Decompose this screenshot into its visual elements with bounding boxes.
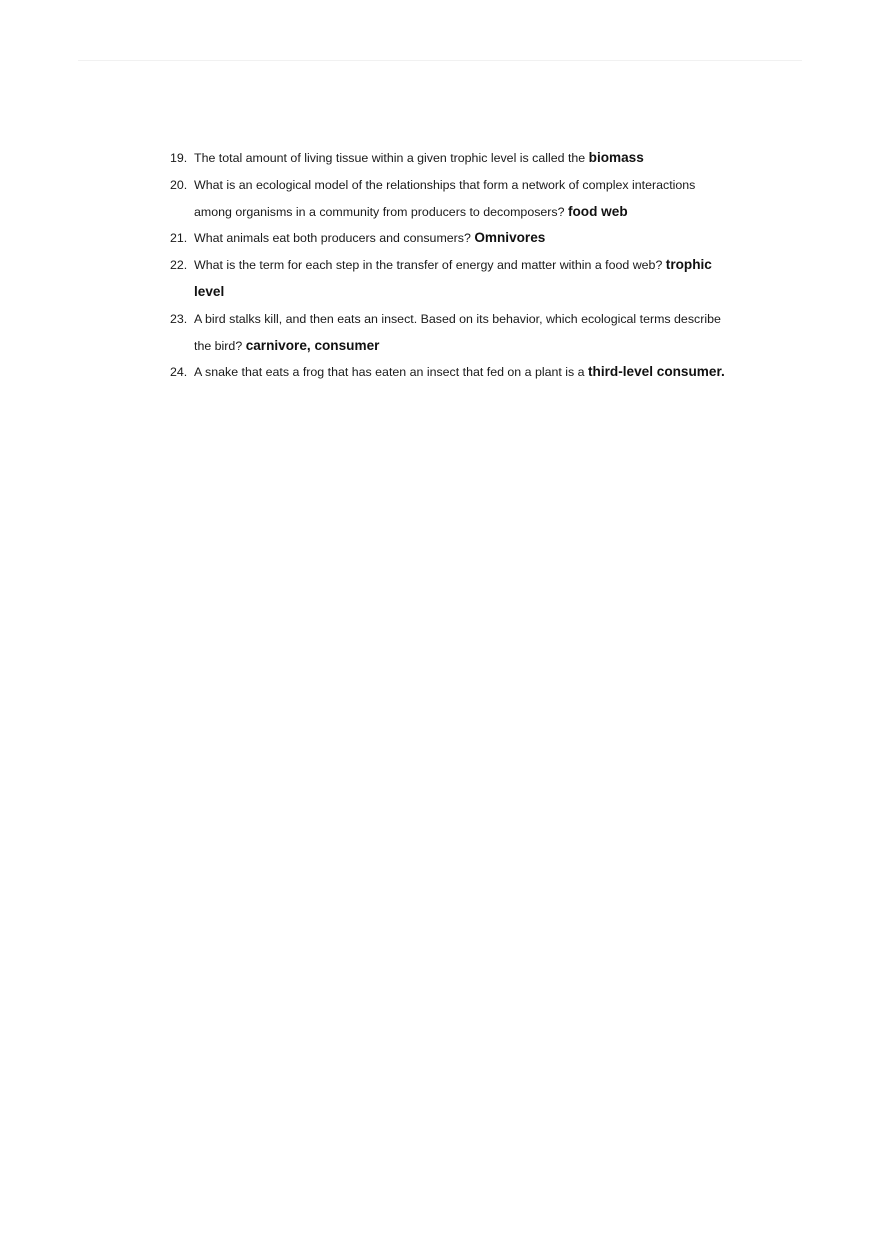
answer-text: biomass	[588, 150, 644, 165]
question-content	[194, 252, 730, 306]
question-text: What is an ecological model of the relationships that form a network of complex interactions among organisms in a community from producers to decomposers?	[194, 177, 696, 219]
answer-text: Omnivores	[474, 230, 546, 246]
question-list	[170, 145, 730, 386]
question-content	[194, 359, 730, 386]
answer-text: third-level consumer.	[588, 364, 725, 380]
question-item	[170, 225, 730, 252]
question-text: A snake that eats a frog that has eaten an insect that fed on a plant is a	[194, 365, 585, 380]
question-item	[170, 359, 730, 386]
question-item	[170, 145, 730, 172]
question-item	[170, 306, 730, 360]
question-content	[194, 145, 730, 172]
question-number: 20.	[170, 177, 188, 192]
question-number: 22.	[170, 258, 188, 273]
question-number: 21.	[170, 231, 188, 246]
question-text: What is the term for each step in the transfer of energy and matter within a food web?	[194, 258, 663, 273]
question-number: 24.	[170, 365, 188, 380]
question-number: 23.	[170, 311, 188, 326]
question-item	[170, 172, 730, 226]
question-content	[194, 306, 730, 360]
question-text: A bird stalks kill, and then eats an insect. Based on its behavior, which ecological terms describe the bird?	[194, 311, 721, 353]
answer-text: food web	[567, 203, 628, 219]
header-rule	[78, 60, 802, 61]
answer-text: carnivore, consumer	[245, 337, 380, 353]
question-text: The total amount of living tissue within a given trophic level is called the	[194, 151, 586, 165]
question-text: What animals eat both producers and consumers?	[194, 231, 471, 246]
answer-text: trophic level	[194, 257, 712, 299]
question-item	[170, 252, 730, 306]
question-content	[194, 225, 730, 252]
question-number: 19.	[170, 151, 188, 165]
question-content	[194, 172, 730, 226]
